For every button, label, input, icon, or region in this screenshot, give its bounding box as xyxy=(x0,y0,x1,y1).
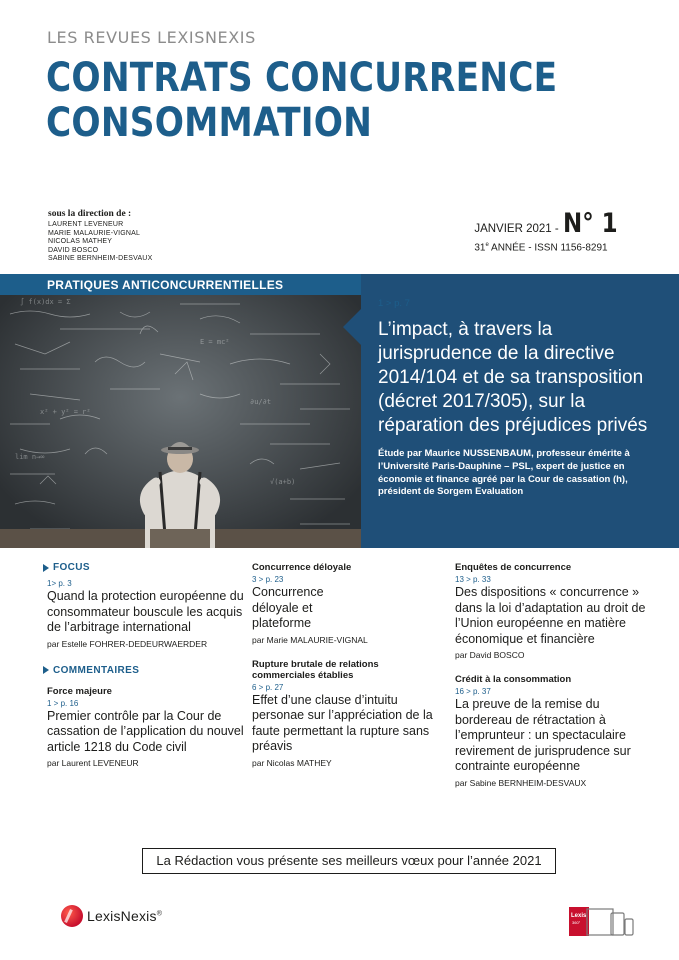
article-ref: 1> p. 3 xyxy=(47,579,72,588)
journal-title-line2: CONSOMMATION xyxy=(46,100,373,146)
svg-text:lim n→∞: lim n→∞ xyxy=(15,453,45,461)
feature-block xyxy=(0,274,679,548)
comments-heading: COMMENTAIRES xyxy=(43,665,247,676)
director-name: NICOLAS MATHEY xyxy=(48,238,113,246)
article-title[interactable]: Premier contrôle par la Cour de cassation de l’application du nouvel article 1218 du Code civil xyxy=(47,708,244,754)
svg-text:x² + y² = r²: x² + y² = r² xyxy=(40,408,91,416)
article-ref: 1 > p. 16 xyxy=(47,698,79,708)
director-name: LAURENT LEVENEUR xyxy=(48,221,124,228)
direction-label: sous la direction de : xyxy=(48,209,132,219)
section-label: Concurrence déloyale xyxy=(252,562,352,573)
director-name: SABINE BERNHEIM-DESVAUX xyxy=(48,255,153,263)
article-author: par Estelle FOHRER-DEDEURWAERDER xyxy=(47,638,208,649)
svg-text:√(a+b): √(a+b) xyxy=(270,478,296,486)
article-title[interactable]: Quand la protection européenne du consommateur bouscule les acquis de l’arbitrage international xyxy=(47,589,244,634)
director-name: MARIE MALAURIE-VIGNAL xyxy=(48,229,141,237)
section-label: Force majeure xyxy=(47,685,112,697)
editorial-direction xyxy=(48,209,152,264)
issue-year-issn: 31e ANNÉE - ISSN 1156-8291 xyxy=(474,242,608,254)
svg-text:E = mc²: E = mc² xyxy=(200,338,230,346)
feature-byline: Étude par Maurice NUSSENBAUM, professeur émérite à l’Université Paris-Dauphine – PSL, expert de justice en économie et finance agréé par la Cour de cassation (h), président de Sorgem Evaluation xyxy=(378,448,630,498)
article-title[interactable]: Concurrence déloyale et plateforme xyxy=(252,585,324,630)
svg-text:360°: 360° xyxy=(572,920,581,925)
lexisnexis-logo: LexisNexis® xyxy=(61,905,162,927)
feature-rubric: PRATIQUES ANTICONCURRENTIELLES xyxy=(0,274,361,295)
chalkboard-photo xyxy=(0,274,361,548)
journal-title xyxy=(46,56,557,146)
lexisnexis-logo-icon xyxy=(61,905,83,927)
article-ref: 16 > p. 37 xyxy=(455,687,491,696)
svg-text:∫ f(x)dx = Σ: ∫ f(x)dx = Σ xyxy=(20,298,71,306)
article-author: par Laurent LEVENEUR xyxy=(47,758,139,768)
focus-heading: FOCUS xyxy=(43,562,247,573)
chalkboard-illustration xyxy=(0,274,361,548)
article-author: par David BOSCO xyxy=(455,650,525,660)
svg-text:Lexis: Lexis xyxy=(571,913,587,919)
article-title[interactable]: Des dispositions « concurrence » dans la loi d’adaptation au droit de l’Union européenne en matière économique et financière xyxy=(455,585,646,646)
article-ref: 13 > p. 33 xyxy=(455,575,491,584)
feature-headline[interactable]: L’impact, à travers la jurisprudence de la directive 2014/104 et de sa transposition (décret 2017/305), sur la réparation des préjudices privés xyxy=(378,319,648,436)
devices-icon xyxy=(569,905,635,939)
article-ref: 3 > p. 23 xyxy=(252,575,284,584)
article-author: par Marie MALAURIE-VIGNAL xyxy=(252,634,368,645)
journal-title-line1: CONTRATS CONCURRENCE xyxy=(46,55,558,101)
feature-ref: 1 > p. 7 xyxy=(378,298,410,309)
contents-column-1 xyxy=(47,562,247,768)
section-label: Rupture brutale de relations commerciales établies xyxy=(252,658,379,681)
article-author: par Nicolas MATHEY xyxy=(252,757,332,768)
contents-column-3 xyxy=(455,562,655,788)
article-title[interactable]: La preuve de la remise du bordereau de rétractation à l’emprunteur : un spectaculaire revirement de jurisprudence sur contrainte européenne xyxy=(455,697,631,773)
greetings-banner: La Rédaction vous présente ses meilleurs vœux pour l’année 2021 xyxy=(142,848,556,874)
issue-number: N° 1 xyxy=(562,208,618,239)
notch-arrow xyxy=(343,309,361,345)
issue-date: JANVIER 2021 - xyxy=(474,223,559,235)
article-title[interactable]: Effet d’une clause d’intuitu personae sur l’appréciation de la faute permettant la rupture sans préavis xyxy=(252,692,433,753)
director-name: DAVID BOSCO xyxy=(48,246,99,254)
triangle-icon xyxy=(43,666,49,674)
feature-text xyxy=(378,296,668,499)
logo-wordmark: LexisNexis xyxy=(87,908,157,924)
series-name: LES REVUES LEXISNEXIS xyxy=(47,28,256,47)
contents-column-2 xyxy=(252,562,447,768)
triangle-icon xyxy=(43,564,49,572)
svg-text:∂u/∂t: ∂u/∂t xyxy=(250,398,272,406)
section-label: Enquêtes de concurrence xyxy=(455,562,572,573)
issue-info xyxy=(474,208,627,253)
article-ref: 6 > p. 27 xyxy=(252,682,284,692)
section-label: Crédit à la consommation xyxy=(455,674,572,685)
article-author: par Sabine BERNHEIM-DESVAUX xyxy=(455,777,587,788)
